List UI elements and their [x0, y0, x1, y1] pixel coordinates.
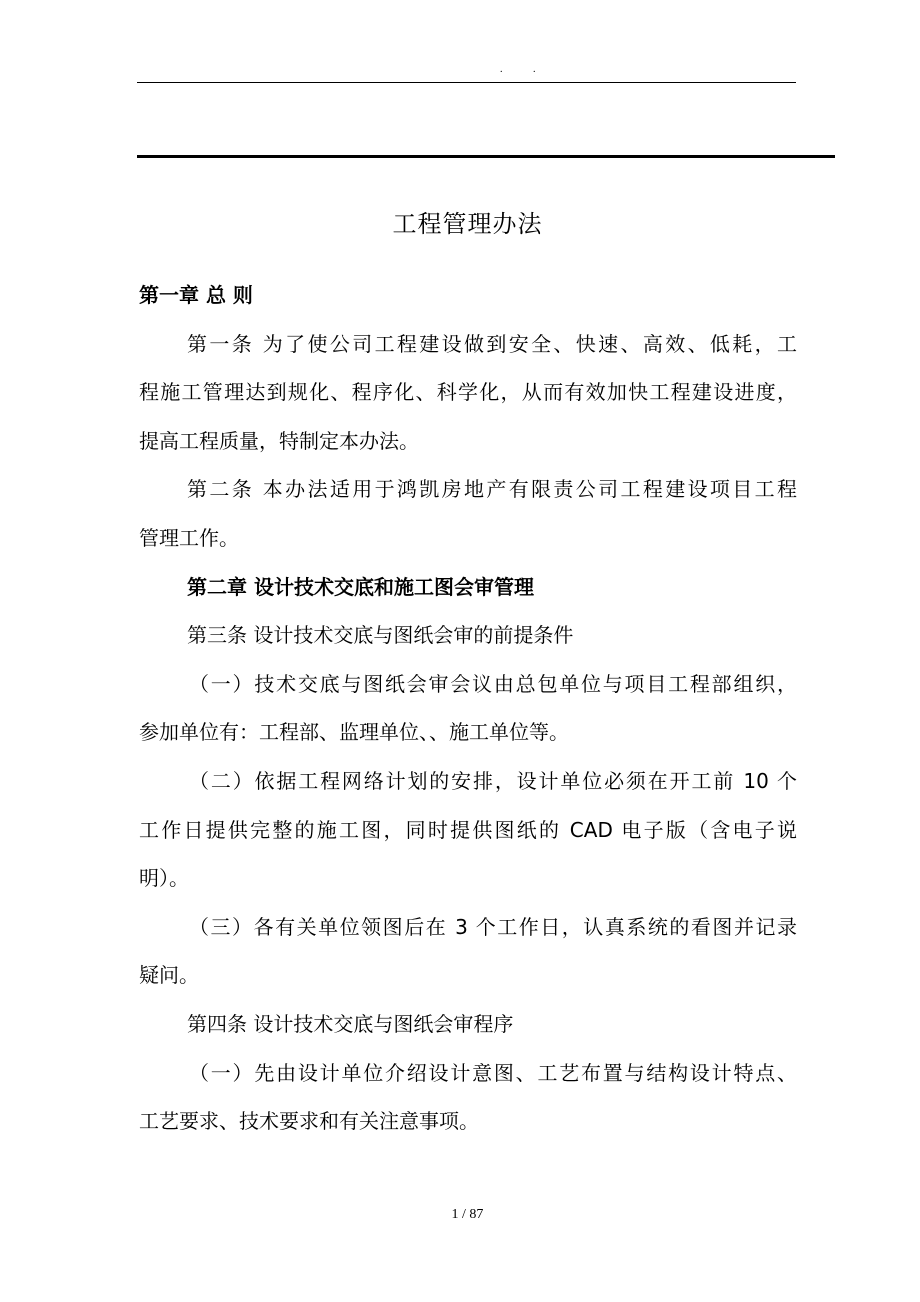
paragraph-line: （二）依据工程网络计划的安排，设计单位必须在开工前 10 个: [189, 768, 797, 793]
paragraph-line: 参加单位有：工程部、监理单位、、施工单位等。: [139, 720, 569, 745]
article-heading: 第三条 设计技术交底与图纸会审的前提条件: [187, 623, 574, 648]
document-title: 工程管理办法: [392, 210, 543, 238]
paragraph-line: 第一条 为了使公司工程建设做到安全、快速、高效、低耗，工: [187, 331, 797, 356]
paragraph-line: 程施工管理达到规化、程序化、科学化，从而有效加快工程建设进度，: [139, 380, 797, 405]
paragraph-line: （一）技术交底与图纸会审会议由总包单位与项目工程部组织，: [189, 671, 797, 696]
paragraph-line: 工艺要求、技术要求和有关注意事项。: [139, 1109, 479, 1134]
paragraph-line: 第二条 本办法适用于鸿凯房地产有限责公司工程建设项目工程: [187, 477, 797, 502]
paragraph-line: 工作日提供完整的施工图，同时提供图纸的 CAD 电子版（含电子说: [139, 817, 797, 842]
document-body: [139, 277, 797, 1152]
paragraph-line: （一）先由设计单位介绍设计意图、工艺布置与结构设计特点、: [189, 1060, 797, 1085]
paragraph-line: 管理工作。: [139, 525, 239, 550]
paragraph-line: 疑问。: [139, 963, 199, 988]
page-number: 1 / 87: [451, 1207, 484, 1222]
article-heading: 第四条 设计技术交底与图纸会审程序: [187, 1011, 514, 1036]
header-dots: . .: [500, 64, 550, 75]
chapter-heading-2: 第二章 设计技术交底和施工图会审管理: [187, 574, 534, 599]
chapter-heading-1: 第一章 总 则: [139, 283, 253, 307]
paragraph-line: （三）各有关单位领图后在 3 个工作日，认真系统的看图并记录: [189, 914, 797, 939]
paragraph-line: 提高工程质量，特制定本办法。: [139, 428, 419, 453]
paragraph-line: 明）。: [139, 866, 189, 891]
title-rule: [137, 155, 835, 158]
header-rule: [137, 82, 796, 83]
